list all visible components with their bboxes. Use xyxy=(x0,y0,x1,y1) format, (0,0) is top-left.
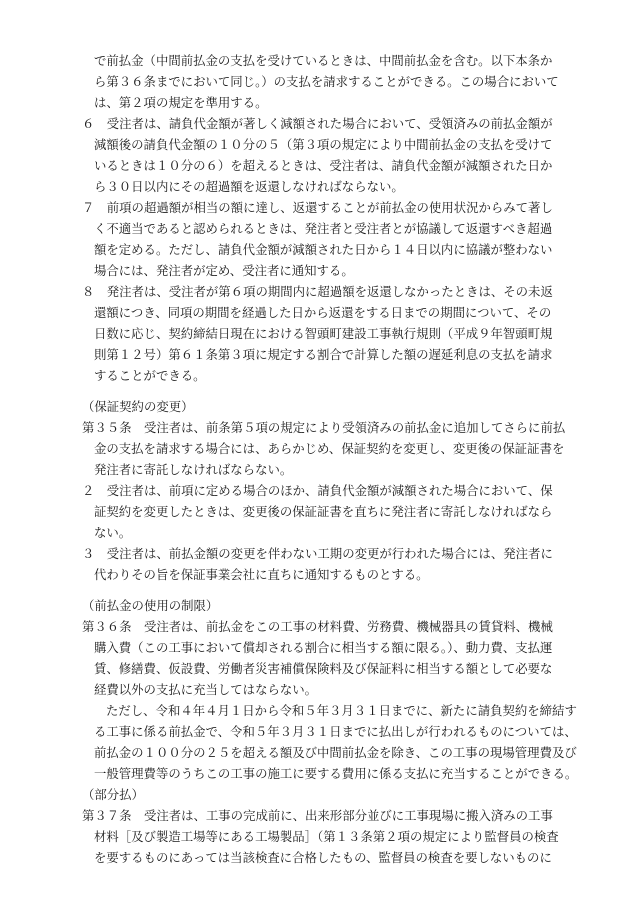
text-line: することができる。 xyxy=(94,368,206,383)
text-line: 材料［及び製造工場等にある工場製品］（第１３条第２項の規定により監督員の検査 xyxy=(94,829,559,844)
section-heading: （前払金の使用の制限） xyxy=(82,598,219,613)
text-line: を要するものにあっては当該検査に合格したもの、監督員の検査を要しないものに xyxy=(94,850,552,865)
article-line: 第３５条 受注者は、前条第５項の規定により受領済みの前払金に追加してさらに前払 xyxy=(82,420,566,435)
text-line: ８ 発注者は、受注者が第６項の期間内に超過額を返還しなかったときは、その未返 xyxy=(82,284,553,299)
text-line: ない。 xyxy=(94,525,132,540)
text-line: 則第１２号）第６１条第３項に規定する割合で計算した額の遅延利息の支払を請求 xyxy=(94,347,553,362)
text-line: 場合には、発注者が定め、受注者に通知する。 xyxy=(94,263,354,278)
text-line: ２ 受注者は、前項に定める場合のほか、請負代金額が減額された場合において、保 xyxy=(82,483,553,498)
text-line: ３ 受注者は、前払金額の変更を伴わない工期の変更が行われた場合には、発注者に xyxy=(82,546,553,561)
text-line: る工事に係る前払金で、令和５年３月３１日までに払出しが行われるものについては、 xyxy=(94,724,577,739)
text-line: ら３０日以内にその超過額を返還しなければならない。 xyxy=(94,179,404,194)
text-line: 証契約を変更したときは、変更後の保証証書を直ちに発注者に寄託しなければなら xyxy=(94,504,553,519)
article-line: 第３６条 受注者は、前払金をこの工事の材料費、労務費、機械器具の賃貸料、機械 xyxy=(82,619,553,634)
text-line: 購入費（この工事において償却される割合に相当する額に限る。）、動力費、支払運 xyxy=(94,640,553,655)
article-line: 第３７条 受注者は、工事の完成前に、出来形部分並びに工事現場に搬入済みの工事 xyxy=(82,808,553,823)
text-line: 賃、修繕費、仮設費、労働者災害補償保険料及び保証料に相当する額として必要な xyxy=(94,661,553,676)
text-line: 代わりその旨を保証事業会社に直ちに通知するものとする。 xyxy=(94,567,429,582)
text-line: 前払金の１００分の２５を超える額及び中間前払金を除き、この工事の現場管理費及び xyxy=(94,745,577,760)
text-line: は、第２項の規定を準用する。 xyxy=(94,95,268,110)
text-line: く不適当であると認められるときは、発注者と受注者とが協議して返還すべき超過 xyxy=(94,221,553,236)
text-line: ただし、令和４年４月１日から令和５年３月３１日までに、新たに請負契約を締結す xyxy=(106,703,577,718)
text-line: 減額後の請負代金額の１０分の５（第３項の規定により中間前払金の支払を受けて xyxy=(94,137,553,152)
text-line: 日数に応じ、契約締結日現在における智頭町建設工事執行規則（平成９年智頭町規 xyxy=(94,326,553,341)
text-line: 発注者に寄託しなければならない。 xyxy=(94,462,293,477)
text-line: 経費以外の支払に充当してはならない。 xyxy=(94,682,318,697)
text-line: 還額につき、同項の期間を経過した日から返還をする日までの期間について、その xyxy=(94,305,552,320)
section-heading: （部分払） xyxy=(82,787,144,802)
text-line: で前払金（中間前払金の支払を受けているときは、中間前払金を含む。以下本条か xyxy=(94,53,553,68)
text-line: 額を定める。ただし、請負代金額が減額された日から１４日以内に協議が整わない xyxy=(94,242,553,257)
section-heading: （保証契約の変更） xyxy=(82,399,194,414)
text-line: ７ 前項の超過額が相当の額に達し、返還することが前払金の使用状況からみて著し xyxy=(82,200,553,215)
text-line: ６ 受注者は、請負代金額が著しく減額された場合において、受領済みの前払金額が xyxy=(82,116,553,131)
text-line: いるときは１０分の６）を超えるときは、受注者は、請負代金額が減額された日か xyxy=(94,158,553,173)
text-line: 一般管理費等のうちこの工事の施工に要する費用に係る支払に充当することができる。 xyxy=(94,766,578,781)
text-line: ら第３６条までにおいて同じ。）の支払を請求することができる。この場合において xyxy=(94,74,559,89)
text-line: 金の支払を請求する場合には、あらかじめ、保証契約を変更し、変更後の保証証書を xyxy=(94,441,565,456)
